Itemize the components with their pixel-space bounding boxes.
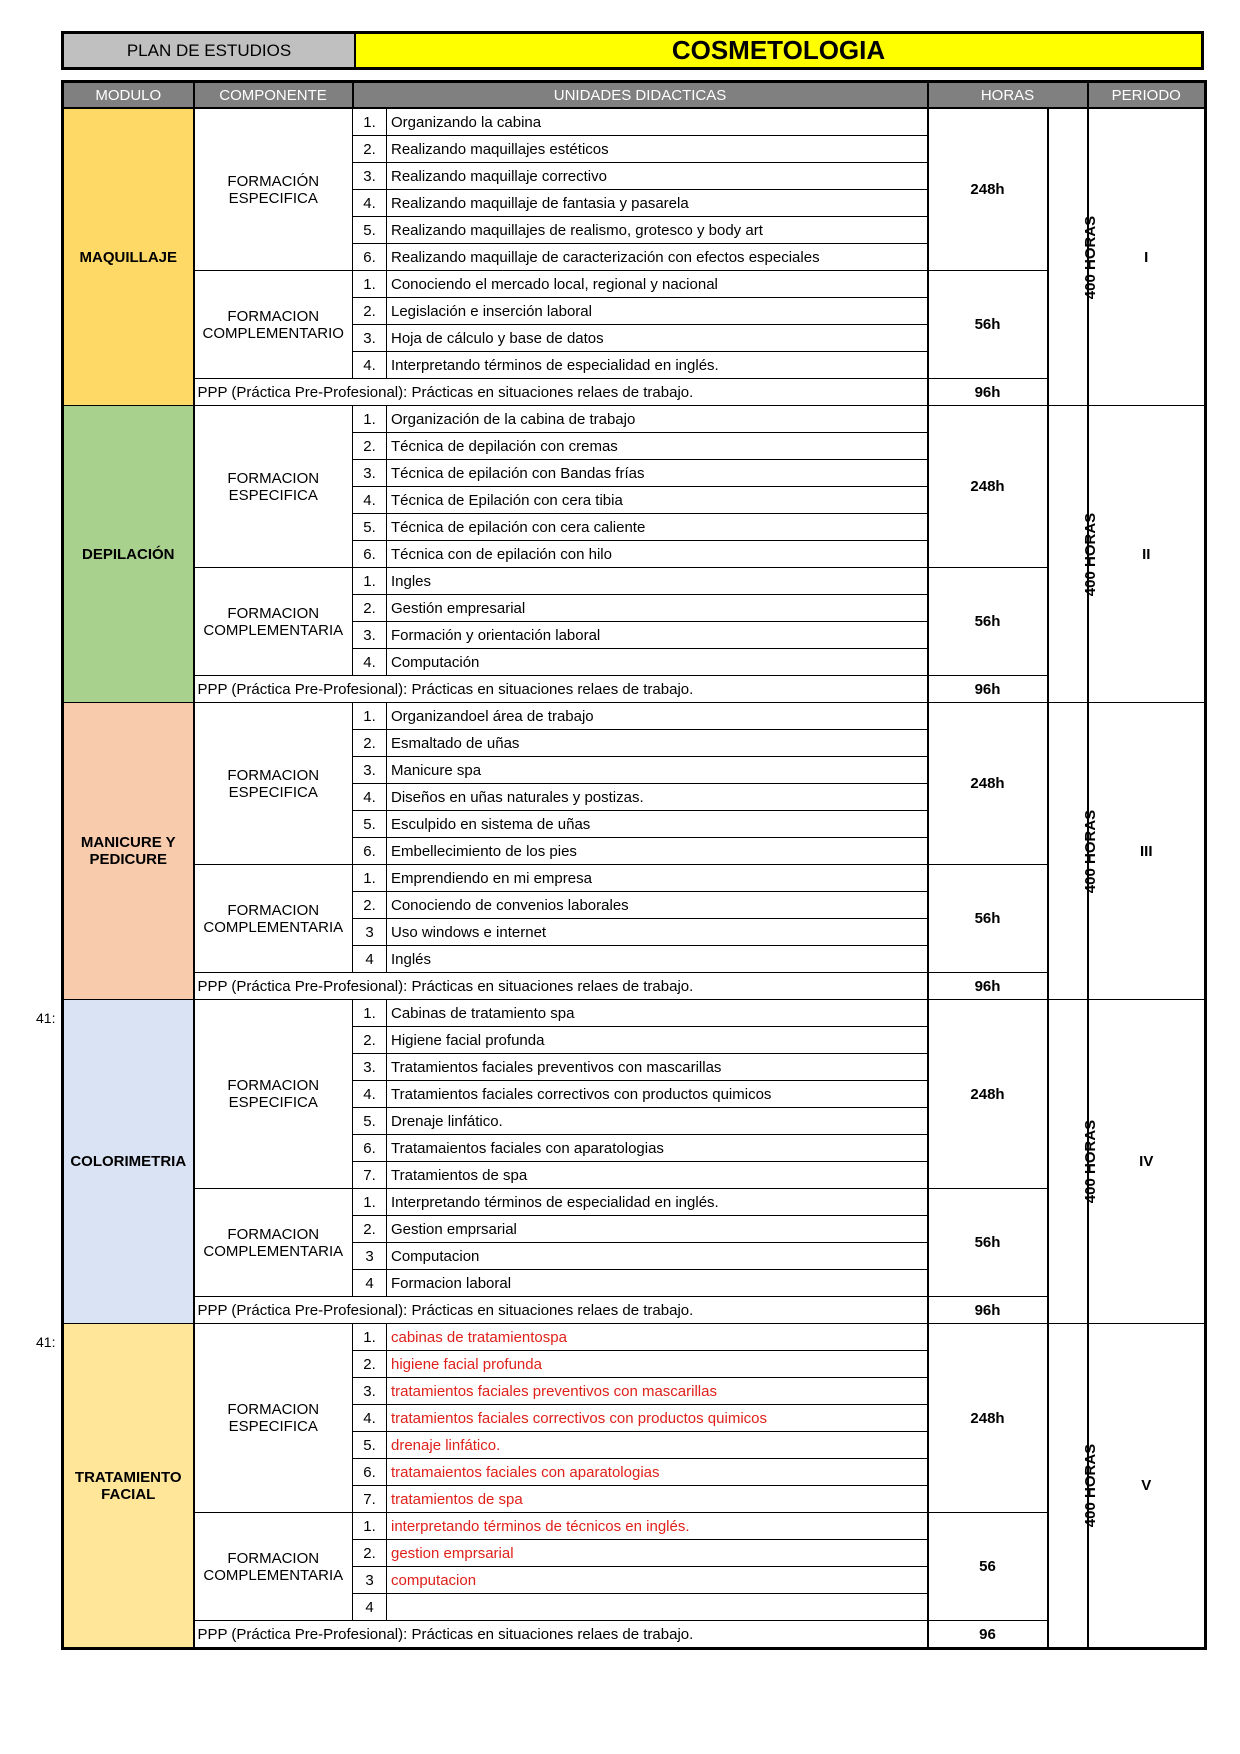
unit-title: Gestión empresarial [387,595,928,622]
unit-row [63,271,1206,298]
module-name: DEPILACIÓN [63,406,194,703]
unit-number: 3 [353,1567,387,1594]
unit-title: Diseños en uñas naturales y postizas. [387,784,928,811]
col-header-unidades: UNIDADES DIDACTICAS [353,82,928,109]
unit-number: 5. [353,811,387,838]
unit-number: 4. [353,352,387,379]
unit-title: Técnica de Epilación con cera tibia [387,487,928,514]
unit-number: 3. [353,622,387,649]
unit-row [63,406,1206,433]
ppp-text: PPP (Práctica Pre-Profesional): Prácticas en situaciones relaes de trabajo. [194,379,928,406]
unit-number: 4 [353,946,387,973]
unit-title: Ingles [387,568,928,595]
component-hours: 248h [928,703,1048,865]
unit-number: 6. [353,1459,387,1486]
ppp-row [63,379,1206,406]
unit-title: Organización de la cabina de trabajo [387,406,928,433]
plan-body [63,108,1206,1649]
unit-number: 5. [353,1108,387,1135]
component-hours: 56h [928,1189,1048,1297]
unit-row [63,865,1206,892]
unit-number: 1. [353,1000,387,1027]
total-hours-label: 400 HORAS [1081,1119,1099,1204]
unit-title: tratamientos faciales correctivos con productos quimicos [387,1405,928,1432]
unit-row [63,108,1206,136]
ppp-text: PPP (Práctica Pre-Profesional): Prácticas en situaciones relaes de trabajo. [194,973,928,1000]
ppp-row [63,973,1206,1000]
total-hours-label: 400 HORAS [1081,215,1099,299]
unit-number: 1. [353,568,387,595]
unit-number: 1. [353,108,387,136]
unit-title: Interpretando términos de especialidad en inglés. [387,352,928,379]
component-hours: 248h [928,1324,1048,1513]
module-total-hours [1048,703,1099,1000]
unit-title: Realizando maquillajes de realismo, grotesco y body art [387,217,928,244]
unit-number: 2. [353,1216,387,1243]
ppp-hours: 96h [928,973,1048,1000]
ppp-text: PPP (Práctica Pre-Profesional): Prácticas en situaciones relaes de trabajo. [194,676,928,703]
unit-number: 1. [353,406,387,433]
col-header-periodo: PERIODO [1088,82,1206,109]
unit-title: higiene facial profunda [387,1351,928,1378]
unit-number: 6. [353,244,387,271]
ppp-hours: 96h [928,676,1048,703]
ppp-hours: 96h [928,1297,1048,1324]
module-period: V [1088,1324,1206,1649]
title-bar [61,31,1204,70]
unit-number: 6. [353,1135,387,1162]
unit-number: 6. [353,541,387,568]
unit-number: 3. [353,460,387,487]
unit-title: Tratamientos faciales preventivos con mascarillas [387,1054,928,1081]
unit-title: Organizando la cabina [387,108,928,136]
col-header-componente: COMPONENTE [194,82,353,109]
unit-number: 1. [353,865,387,892]
unit-number: 3 [353,1243,387,1270]
ppp-hours: 96 [928,1621,1048,1649]
unit-number: 7. [353,1486,387,1513]
module-total-hours [1048,1000,1099,1324]
side-mark: 41: [36,1334,56,1350]
unit-number: 2. [353,1351,387,1378]
unit-title: Tratamaientos faciales con aparatologias [387,1135,928,1162]
plan-label: PLAN DE ESTUDIOS [64,34,356,67]
ppp-text: PPP (Práctica Pre-Profesional): Prácticas en situaciones relaes de trabajo. [194,1621,928,1649]
unit-number: 1. [353,1324,387,1351]
unit-number: 2. [353,1540,387,1567]
unit-row [63,1513,1206,1540]
unit-number: 7. [353,1162,387,1189]
component-hours: 248h [928,406,1048,568]
module-period: I [1088,108,1206,406]
unit-number: 4. [353,487,387,514]
header-row [63,82,1206,109]
unit-number: 4. [353,1405,387,1432]
ppp-row [63,1621,1206,1649]
unit-title: drenaje linfático. [387,1432,928,1459]
unit-title: Computacion [387,1243,928,1270]
unit-number: 1. [353,1513,387,1540]
unit-number: 5. [353,1432,387,1459]
component-hours: 248h [928,1000,1048,1189]
ppp-row [63,1297,1206,1324]
unit-title: Drenaje linfático. [387,1108,928,1135]
unit-number: 3. [353,757,387,784]
unit-title: tratamientos de spa [387,1486,928,1513]
unit-title: Organizandoel área de trabajo [387,703,928,730]
component-hours: 56h [928,568,1048,676]
unit-row [63,1189,1206,1216]
unit-number: 4 [353,1594,387,1621]
unit-number: 3 [353,919,387,946]
module-period: III [1088,703,1206,1000]
module-name: TRATAMIENTO FACIAL [63,1324,194,1649]
module-period: IV [1088,1000,1206,1324]
unit-title: tratamaientos faciales con aparatologias [387,1459,928,1486]
unit-number: 4. [353,784,387,811]
study-plan-table [61,80,1207,1650]
component-name: FORMACION COMPLEMENTARIA [194,568,353,676]
unit-title: Uso windows e internet [387,919,928,946]
component-name: FORMACION ESPECIFICA [194,1000,353,1189]
unit-title: Manicure spa [387,757,928,784]
unit-row [63,568,1206,595]
module-total-hours [1048,1324,1099,1649]
unit-title [387,1594,928,1621]
unit-number: 1. [353,1189,387,1216]
unit-title: Higiene facial profunda [387,1027,928,1054]
component-name: FORMACION ESPECIFICA [194,406,353,568]
total-hours-label: 400 HORAS [1081,809,1099,893]
unit-title: Realizando maquillaje correctivo [387,163,928,190]
unit-number: 1. [353,703,387,730]
unit-title: Técnica de epilación con cera caliente [387,514,928,541]
component-name: FORMACION COMPLEMENTARIA [194,1189,353,1297]
component-name: FORMACION COMPLEMENTARIO [194,271,353,379]
unit-number: 6. [353,838,387,865]
module-name: MANICURE Y PEDICURE [63,703,194,1000]
component-hours: 248h [928,108,1048,271]
unit-number: 2. [353,1027,387,1054]
unit-number: 3. [353,325,387,352]
unit-number: 4. [353,190,387,217]
unit-title: interpretando términos de técnicos en inglés. [387,1513,928,1540]
unit-number: 4 [353,1270,387,1297]
component-hours: 56h [928,865,1048,973]
unit-title: cabinas de tratamientospa [387,1324,928,1351]
unit-number: 2. [353,730,387,757]
unit-title: Interpretando términos de especialidad en inglés. [387,1189,928,1216]
unit-title: gestion emprsarial [387,1540,928,1567]
unit-number: 3. [353,1054,387,1081]
unit-title: Técnica con de epilación con hilo [387,541,928,568]
unit-number: 5. [353,217,387,244]
unit-number: 3. [353,1378,387,1405]
unit-number: 2. [353,136,387,163]
unit-title: Conociendo de convenios laborales [387,892,928,919]
unit-title: computacion [387,1567,928,1594]
unit-title: Formacion laboral [387,1270,928,1297]
module-total-hours [1048,108,1099,406]
ppp-hours: 96h [928,379,1048,406]
component-hours: 56h [928,271,1048,379]
component-name: FORMACION COMPLEMENTARIA [194,865,353,973]
unit-number: 2. [353,595,387,622]
module-name: COLORIMETRIA [63,1000,194,1324]
unit-title: Realizando maquillaje de fantasia y pasarela [387,190,928,217]
unit-title: Hoja de cálculo y base de datos [387,325,928,352]
unit-number: 2. [353,892,387,919]
unit-title: Tratamientos faciales correctivos con productos quimicos [387,1081,928,1108]
unit-title: Inglés [387,946,928,973]
component-hours: 56 [928,1513,1048,1621]
unit-row [63,703,1206,730]
side-mark: 41: [36,1010,56,1026]
module-name: MAQUILLAJE [63,108,194,406]
unit-title: Técnica de depilación con cremas [387,433,928,460]
unit-title: Técnica de epilación con Bandas frías [387,460,928,487]
unit-number: 4. [353,649,387,676]
unit-number: 4. [353,1081,387,1108]
component-name: FORMACION COMPLEMENTARIA [194,1513,353,1621]
unit-title: Esculpido en sistema de uñas [387,811,928,838]
total-hours-label: 400 HORAS [1081,512,1099,596]
unit-row [63,1000,1206,1027]
unit-title: Realizando maquillaje de caracterización con efectos especiales [387,244,928,271]
col-header-horas: HORAS [928,82,1088,109]
unit-number: 3. [353,163,387,190]
component-name: FORMACION ESPECIFICA [194,703,353,865]
unit-title: tratamientos faciales preventivos con mascarillas [387,1378,928,1405]
module-period: II [1088,406,1206,703]
unit-title: Cabinas de tratamiento spa [387,1000,928,1027]
unit-row [63,1324,1206,1351]
unit-number: 5. [353,514,387,541]
course-title: COSMETOLOGIA [356,34,1201,67]
unit-title: Gestion emprsarial [387,1216,928,1243]
unit-title: Tratamientos de spa [387,1162,928,1189]
unit-number: 2. [353,433,387,460]
unit-title: Legislación e inserción laboral [387,298,928,325]
ppp-text: PPP (Práctica Pre-Profesional): Prácticas en situaciones relaes de trabajo. [194,1297,928,1324]
unit-title: Computación [387,649,928,676]
module-total-hours [1048,406,1099,703]
unit-title: Conociendo el mercado local, regional y nacional [387,271,928,298]
component-name: FORMACIÓN ESPECIFICA [194,108,353,271]
total-hours-label: 400 HORAS [1081,1443,1099,1528]
unit-number: 2. [353,298,387,325]
unit-title: Realizando maquillajes estéticos [387,136,928,163]
unit-title: Formación y orientación laboral [387,622,928,649]
unit-title: Embellecimiento de los pies [387,838,928,865]
unit-number: 1. [353,271,387,298]
component-name: FORMACION ESPECIFICA [194,1324,353,1513]
col-header-modulo: MODULO [63,82,194,109]
ppp-row [63,676,1206,703]
unit-title: Emprendiendo en mi empresa [387,865,928,892]
unit-title: Esmaltado de uñas [387,730,928,757]
